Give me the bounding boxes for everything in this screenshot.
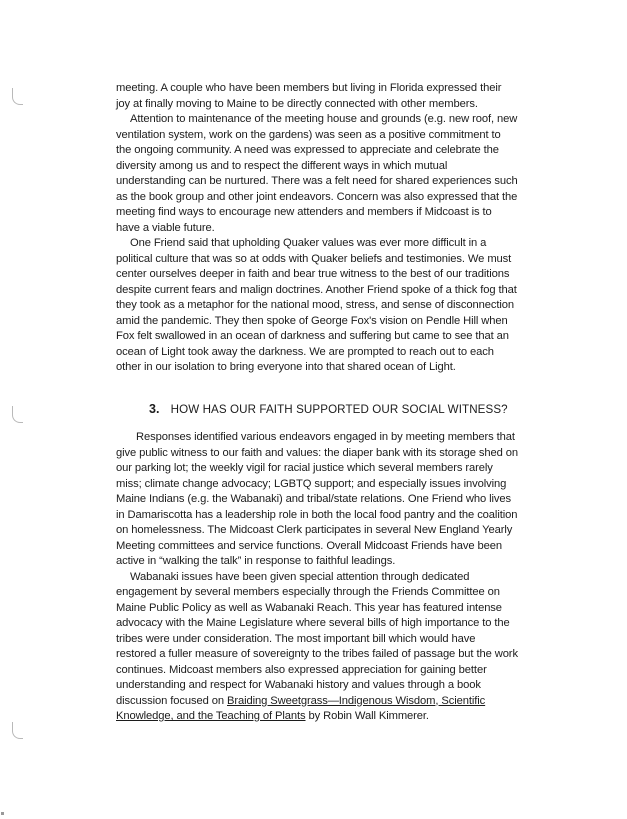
paragraph-wabanaki — [116, 570, 518, 725]
book-title: Braiding Sweetgrass—Indigenous Wisdom, Scientific Knowledge, and the Teaching of Plants — [116, 694, 486, 722]
section-number: 3. — [149, 402, 160, 416]
margin-punch-mark — [12, 406, 23, 423]
margin-punch-mark — [12, 88, 23, 105]
scan-speck — [1, 812, 4, 815]
section-heading — [149, 402, 549, 417]
paragraph-quaker-values: One Friend said that upholding Quaker values was ever more difficult in a political culture that was so at odds with Quaker beliefs and testimonies. We must center ourselves deeper in faith and bear true witness to the best of our traditions despite current fears and malign doctrines. Another Friend spoke of a thick fog that they took as a metaphor for the national mood, stress, and sense of disconnection amid the pandemic. They then spoke of George Fox's vision on Pendle Hill when Fox felt swallowed in an ocean of darkness and suffering but came to see that an ocean of Light took away the darkness. We are prompted to reach out to each other in our isolation to bring everyone into that shared ocean of Light. — [116, 237, 517, 373]
top-text-section — [116, 81, 518, 376]
paragraph-responses: Responses identified various endeavors engaged in by meeting members that give public witness to our faith and values: the diaper bank with its storage shed on our parking lot; the weekly vigil for racial justice which several members rarely miss; climate change advocacy; LGBTQ support; and especially issues involving Maine Indians (e.g. the Wabanaki) and tribal/state relations. One Friend who lives in Damariscotta has a leadership role in both the local food pantry and the coalition on homelessness. The Midcoast Clerk participates in several New England Yearly Meeting committees and service functions. Overall Midcoast Friends have been active in “walking the talk” in response to faithful leadings. — [116, 431, 518, 567]
bottom-text-section — [116, 430, 518, 725]
section-title: HOW HAS OUR FAITH SUPPORTED OUR SOCIAL WITNESS? — [170, 403, 508, 416]
paragraph-continued: meeting. A couple who have been members but living in Florida expressed their joy at finally moving to Maine to be directly connected with other members. — [116, 82, 502, 110]
book-author: by Robin Wall Kimmerer. — [305, 710, 429, 722]
margin-punch-mark — [12, 722, 23, 739]
paragraph-maintenance: Attention to maintenance of the meeting house and grounds (e.g. new roof, new ventilation system, work on the gardens) was seen as a positive commitment to the ongoing community. A need was expressed to appreciate and celebrate the diversity among us and to respect the different ways in which mutual understanding can be nurtured. There was a felt need for shared experiences such as the book group and other joint endeavors. Concern was also expressed that the meeting find ways to encourage new attenders and members if Midcoast is to have a viable future. — [116, 113, 518, 234]
wabanaki-text: Wabanaki issues have been given special attention through dedicated engagement by several members especially through the Friends Committee on Maine Public Policy as well as Wabanaki Reach. This year has featured intense advocacy with the Maine Legislature where several bills of high importance to the tribes were under consideration. The most important bill which would have restored a fuller measure of sovereignty to the tribes failed of passage but the work continues. Midcoast members also expressed appreciation for gaining better understanding and respect for Wabanaki history and values through a book discussion focused on — [116, 570, 518, 707]
